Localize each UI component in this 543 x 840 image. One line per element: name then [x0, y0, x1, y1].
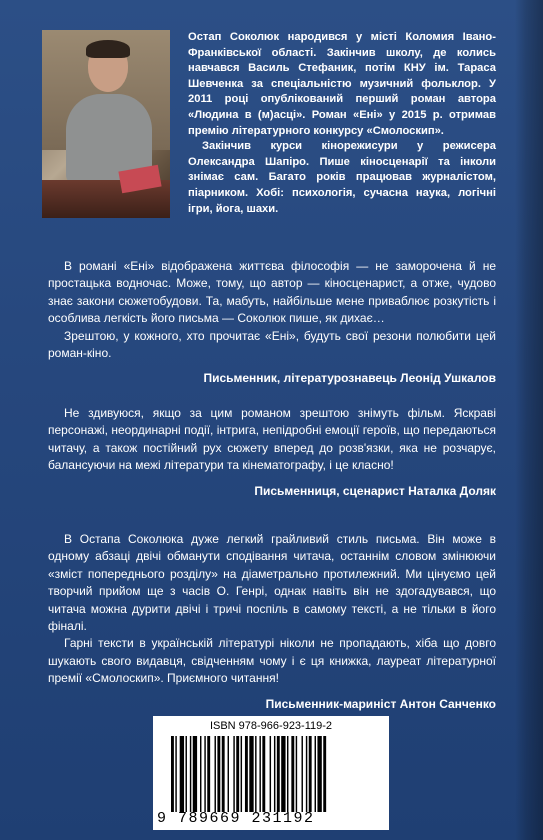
barcode-bars [171, 736, 377, 812]
barcode-stripe [287, 736, 288, 812]
review-paragraph: Не здивуюся, якщо за цим романом зрештою знімуть фільм. Яскраві персонажі, неординарні події, інтрига, непідробні емоції героїв, що передаються читачу, а також постійний рух сюжету вперед до розв'язки, яка не розчарує, балансуючи на межі літератури та кінематографу, і це класно! [48, 406, 496, 473]
barcode-stripe [309, 736, 312, 812]
barcode-stripe [277, 736, 280, 812]
barcode-stripe [180, 736, 184, 812]
review-ushkalov [48, 258, 496, 388]
isbn-barcode [153, 716, 389, 830]
barcode-stripe [186, 736, 187, 812]
isbn-label: ISBN 978-966-923-119-2 [209, 720, 333, 732]
barcode-stripe [228, 736, 229, 812]
barcode-stripe [245, 736, 248, 812]
barcode-stripe [233, 736, 234, 812]
review-author: Письменник, літературознавець Леонід Ушкалов [203, 371, 496, 386]
review-author: Письменниця, сценарист Наталка Доляк [254, 483, 496, 498]
barcode-stripe [302, 736, 303, 812]
barcode-stripe [193, 736, 197, 812]
review-paragraph: В романі «Ені» відображена життєва філософія — не заморочена й не простацька водночас. Може, тому, що автор — кіносценарист, а отже, чудово знає закони сюжетобудови. Та, мабуть, найбільше мене приваблює розкутість і особлива легкість його письма — Соколюк пише, як дихає… [48, 259, 496, 326]
review-paragraph: Зрештою, у кожного, хто прочитає «Ені», будуть свої резони полюбити цей роман-кіно. [48, 328, 496, 361]
barcode-stripe [255, 736, 256, 812]
barcode-stripe [317, 736, 321, 812]
barcode-stripe [171, 736, 174, 812]
review-doliak [48, 405, 496, 500]
barcode-stripe [270, 736, 271, 812]
barcode-stripe [241, 736, 242, 812]
barcode-stripe [262, 736, 265, 812]
review-paragraph: Гарні тексти в українській літературі ніколи не пропадають, хіба що довго шукають свого видавця, свідченням чому і є ця книжка, лауреат літературної премії «Смолоскип». Приємного читання! [48, 636, 496, 686]
barcode-stripe [296, 736, 297, 812]
barcode-stripe [291, 736, 294, 812]
barcode-stripe [259, 736, 260, 812]
barcode-stripe [236, 736, 239, 812]
barcode-stripe [315, 736, 316, 812]
barcode-stripe [215, 736, 216, 812]
barcode-stripe [200, 736, 201, 812]
barcode-stripe [306, 736, 307, 812]
barcode-stripe [217, 736, 220, 812]
book-spine-shadow [515, 0, 543, 840]
barcode-digits: 9 789669 231192 [157, 810, 315, 827]
barcode-stripe [175, 736, 176, 812]
barcode-stripe [190, 736, 191, 812]
review-paragraph: В Остапа Соколюка дуже легкий грайливий стиль письма. Він може в одному абзаці двічі обманути сподівання читача, останнім словом змінюючи «зміст попереднього розділу» на діаметрально протилежний. Ми цінуємо цей творчий прийом ще з часів О. Генрі, однак навіть він не здогадувався, що читача можна дурити двічі і тричі поспіль в самому тексті, а не тільки в його фіналі. [48, 532, 496, 634]
bio-paragraph: Закінчив курси кінорежисури у режисера Олександра Шапіро. Пише кіносценарії та інколи знімає сам. Багато років працював журналістом, піарником. Хобі: психологія, сучасна наука, логічні ігри, йога, шахи. [188, 140, 496, 215]
barcode-stripe [274, 736, 275, 812]
barcode-stripe [222, 736, 225, 812]
barcode-stripe [323, 736, 326, 812]
barcode-stripe [204, 736, 205, 812]
review-sanchenko [48, 531, 496, 713]
author-bio [188, 30, 496, 217]
barcode-stripe [249, 736, 253, 812]
barcode-stripe [207, 736, 210, 812]
author-photo [42, 30, 170, 218]
bio-paragraph: Остап Соколюк народився у місті Коломия Івано-Франківської області. Закінчив школу, де колись навчався Василь Стефаник, потім КНУ ім. Тараса Шевченка за спеціальністю музичний фольклор. У 2011 році опублікований перший роман автора «Людина в (м)асці». Роман «Ені» у 2015 р. отримав премію літературного конкурсу «Смолоскип». [188, 31, 496, 137]
barcode-stripe [281, 736, 285, 812]
review-author: Письменник-мариніст Антон Санченко [265, 696, 496, 711]
